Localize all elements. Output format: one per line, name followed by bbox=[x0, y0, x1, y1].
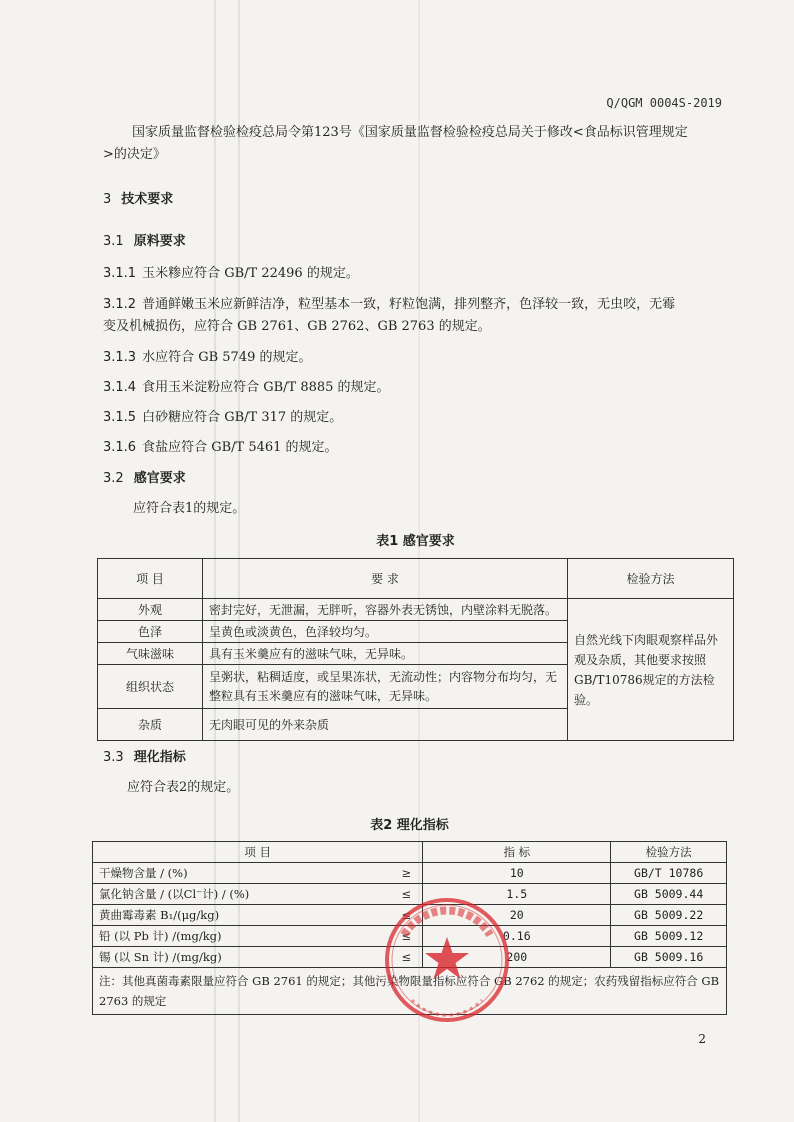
section-number: 3.2 bbox=[103, 471, 124, 486]
table-2-caption: 表2 理化指标 bbox=[370, 818, 449, 833]
section-3-3-body: 应符合表2的规定。 bbox=[127, 780, 240, 795]
section-3-heading bbox=[103, 188, 173, 207]
table-header: 检验方法 bbox=[611, 842, 727, 863]
table-cell-value: 10 bbox=[423, 863, 611, 884]
intro-line-2: >的决定》 bbox=[103, 147, 166, 162]
item-text: 白砂糖应符合 GB/T 317 的规定。 bbox=[142, 410, 343, 425]
table-cell-item: 氯化钠含量 / (以Cl⁻计) / (%) bbox=[93, 884, 391, 905]
table-cell-operator: ≤ bbox=[390, 947, 423, 968]
section-3-3-heading bbox=[103, 746, 186, 765]
section-title: 技术要求 bbox=[121, 192, 174, 207]
item-text: 玉米糁应符合 GB/T 22496 的规定。 bbox=[142, 266, 359, 281]
sensory-table bbox=[97, 558, 734, 741]
item-number: 3.1.5 bbox=[103, 410, 137, 425]
table-cell-item: 干燥物含量 / (%) bbox=[93, 863, 391, 884]
table-header: 项 目 bbox=[93, 842, 423, 863]
table-cell-requirement: 无肉眼可见的外来杂质 bbox=[203, 709, 568, 741]
table-cell-value: 20 bbox=[423, 905, 611, 926]
section-3-2-body: 应符合表1的规定。 bbox=[133, 501, 246, 516]
table-cell-requirement: 呈粥状，粘稠适度，或呈果冻状，无流动性；内容物分布均匀，无整粒具有玉米羹应有的滋味气味，无异味。 bbox=[203, 665, 568, 709]
list-item bbox=[103, 406, 342, 425]
section-number: 3.3 bbox=[103, 750, 124, 765]
item-number: 3.1.4 bbox=[103, 380, 137, 395]
item-text: 食用玉米淀粉应符合 GB/T 8885 的规定。 bbox=[142, 380, 390, 395]
table-cell-operator: ≤ bbox=[390, 884, 423, 905]
table-cell-requirement: 具有玉米羹应有的滋味气味，无异味。 bbox=[203, 643, 568, 665]
table-cell-requirement: 呈黄色或淡黄色，色泽较均匀。 bbox=[203, 621, 568, 643]
section-number: 3 bbox=[103, 192, 112, 207]
item-number: 3.1.3 bbox=[103, 350, 137, 365]
table-cell-item: 杂质 bbox=[98, 709, 203, 741]
table-cell-value: 0.16 bbox=[423, 926, 611, 947]
list-item-continuation: 变及机械损伤，应符合 GB 2761、GB 2762、GB 2763 的规定。 bbox=[103, 319, 491, 334]
section-title: 理化指标 bbox=[133, 750, 186, 765]
list-item bbox=[103, 346, 312, 365]
standard-code: Q/QGM 0004S-2019 bbox=[606, 96, 722, 110]
table-cell-operator: ≤ bbox=[390, 905, 423, 926]
table-cell-operator: ≤ bbox=[390, 926, 423, 947]
list-item bbox=[103, 293, 733, 312]
table-cell-method: GB 5009.16 bbox=[611, 947, 727, 968]
table-cell-item: 黄曲霉毒素 B₁/(μg/kg) bbox=[93, 905, 391, 926]
table-header: 要 求 bbox=[203, 559, 568, 599]
table-cell-item: 色泽 bbox=[98, 621, 203, 643]
table-2-caption-wrap bbox=[92, 814, 727, 833]
table-cell-item: 外观 bbox=[98, 599, 203, 621]
table-1-caption-wrap bbox=[97, 530, 734, 549]
item-number: 3.1.2 bbox=[103, 297, 137, 312]
table-cell-operator: ≥ bbox=[390, 863, 423, 884]
section-3-2-heading bbox=[103, 467, 186, 486]
company-seal-stamp bbox=[382, 895, 512, 1025]
table-cell-item: 气味滋味 bbox=[98, 643, 203, 665]
list-item bbox=[103, 376, 390, 395]
table-cell-method: GB 5009.22 bbox=[611, 905, 727, 926]
table-cell-item: 锡 (以 Sn 计) /(mg/kg) bbox=[93, 947, 391, 968]
item-text: 水应符合 GB 5749 的规定。 bbox=[142, 350, 312, 365]
table-header: 指 标 bbox=[423, 842, 611, 863]
intro-line-1: 国家质量监督检验检疫总局令第123号《国家质量监督检验检疫总局关于修改<食品标识管理规定 bbox=[132, 125, 688, 140]
section-number: 3.1 bbox=[103, 234, 124, 249]
list-item bbox=[103, 262, 359, 281]
table-cell-item: 组织状态 bbox=[98, 665, 203, 709]
table-cell-item: 铅 (以 Pb 计) /(mg/kg) bbox=[93, 926, 391, 947]
item-number: 3.1.6 bbox=[103, 440, 137, 455]
table-cell-value: 1.5 bbox=[423, 884, 611, 905]
table-cell-value: 200 bbox=[423, 947, 611, 968]
section-3-1-heading bbox=[103, 230, 186, 249]
section-title: 感官要求 bbox=[133, 471, 186, 486]
section-title: 原料要求 bbox=[133, 234, 186, 249]
table-cell-requirement: 密封完好，无泄漏，无胖听，容器外表无锈蚀，内壁涂料无脱落。 bbox=[203, 599, 568, 621]
item-text: 食盐应符合 GB/T 5461 的规定。 bbox=[142, 440, 338, 455]
table-cell-method: GB 5009.12 bbox=[611, 926, 727, 947]
item-number: 3.1.1 bbox=[103, 266, 137, 281]
page-number: 2 bbox=[698, 1032, 706, 1046]
table-header: 检验方法 bbox=[568, 559, 734, 599]
table-1-caption: 表1 感官要求 bbox=[376, 534, 455, 549]
table-cell-method: 自然光线下肉眼观察样品外观及杂质，其他要求按照GB/T10786规定的方法检验。 bbox=[568, 599, 734, 741]
table-header: 项 目 bbox=[98, 559, 203, 599]
table-cell-method: GB/T 10786 bbox=[611, 863, 727, 884]
list-item bbox=[103, 436, 338, 455]
table-cell-method: GB 5009.44 bbox=[611, 884, 727, 905]
table-note: 注：其他真菌毒素限量应符合 GB 2761 的规定；其他污染物限量指标应符合 GB 2762 的规定；农药残留指标应符合 GB 2763 的规定 bbox=[93, 968, 727, 1015]
item-text: 普通鲜嫩玉米应新鲜洁净，粒型基本一致，籽粒饱满，排列整齐，色泽较一致，无虫咬，无霉 bbox=[142, 297, 676, 312]
